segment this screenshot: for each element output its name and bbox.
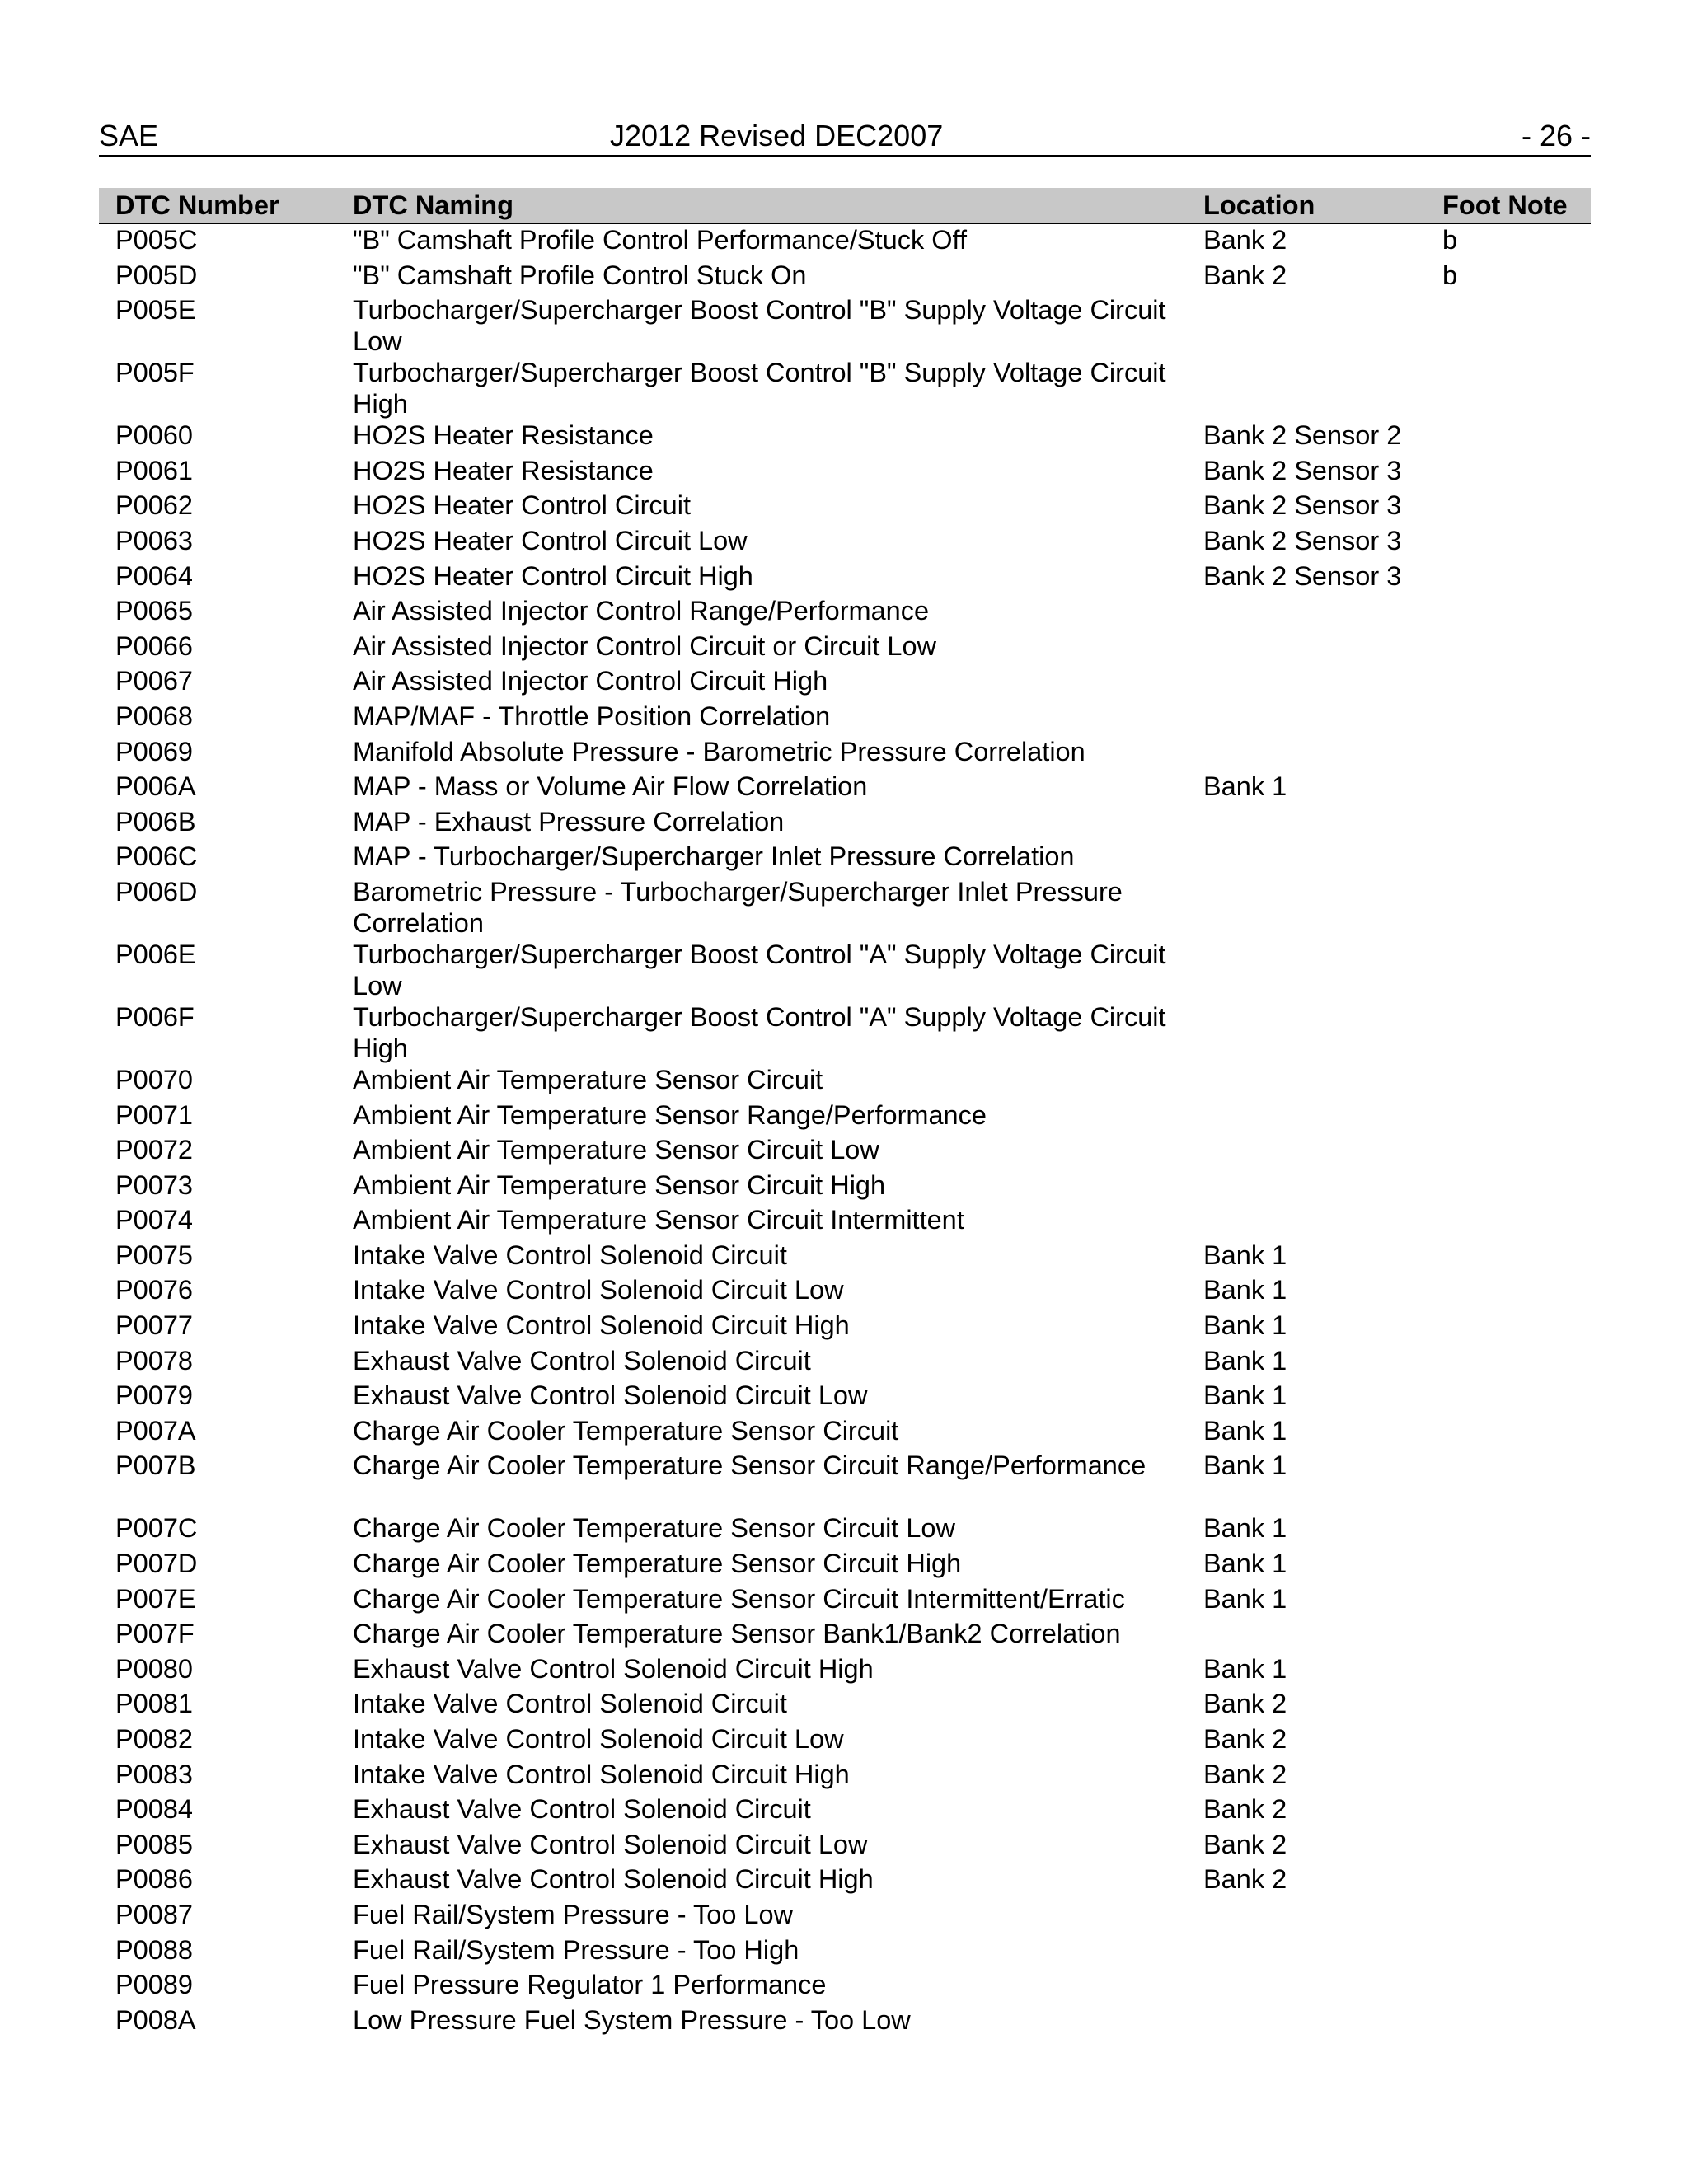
foot-note-cell <box>1439 665 1591 701</box>
table-row <box>99 630 1591 666</box>
foot-note-cell <box>1439 1969 1591 2004</box>
dtc-number-cell: P006B <box>115 806 196 837</box>
foot-note-cell <box>1439 1899 1591 1934</box>
dtc-number-cell: P005D <box>115 260 198 290</box>
dtc-number-cell: P0077 <box>115 1310 193 1341</box>
dtc-number-cell: P0085 <box>115 1829 193 1859</box>
dtc-naming-cell: HO2S Heater Resistance <box>353 420 654 451</box>
foot-note-cell <box>1439 1583 1591 1619</box>
table-row <box>99 1899 1591 1934</box>
dtc-number-cell: P007C <box>115 1513 198 1544</box>
dtc-number-cell: P0062 <box>115 490 193 521</box>
table-row <box>99 876 1591 939</box>
dtc-number-cell: P0065 <box>115 596 193 626</box>
location-cell: Bank 1 <box>1203 1240 1287 1270</box>
location-cell <box>1200 595 1439 630</box>
location-cell: Bank 2 <box>1203 1759 1287 1789</box>
foot-note-cell <box>1439 1099 1591 1135</box>
dtc-number-cell: P0061 <box>115 455 193 485</box>
foot-note-cell <box>1439 560 1591 596</box>
foot-note-cell <box>1439 876 1591 939</box>
location-cell: Bank 1 <box>1203 1653 1287 1684</box>
dtc-naming-cell: Air Assisted Injector Control Circuit or Circuit Low <box>353 630 937 661</box>
location-cell <box>1200 939 1439 1001</box>
dtc-naming-cell: HO2S Heater Control Circuit Low <box>353 525 748 555</box>
table-row <box>99 1759 1591 1794</box>
table-row <box>99 1583 1591 1619</box>
dtc-table <box>99 188 1591 2039</box>
dtc-naming-cell: MAP - Mass or Volume Air Flow Correlation <box>353 771 868 802</box>
dtc-number-cell: P0080 <box>115 1653 193 1684</box>
column-header-location: Location <box>1200 188 1439 223</box>
table-row <box>99 560 1591 596</box>
table-row <box>99 294 1591 357</box>
table-row <box>99 1653 1591 1689</box>
dtc-number-cell: P005F <box>115 358 195 388</box>
table-row <box>99 1001 1591 1064</box>
table-row <box>99 1204 1591 1240</box>
location-cell <box>1200 1618 1439 1653</box>
location-cell: Bank 1 <box>1203 1380 1287 1411</box>
table-row <box>99 701 1591 736</box>
dtc-naming-cell: Charge Air Cooler Temperature Sensor Bank1/Bank2 Correlation <box>353 1619 1121 1649</box>
foot-note-cell <box>1439 490 1591 525</box>
dtc-number-cell: P0063 <box>115 525 193 555</box>
dtc-naming-cell: Exhaust Valve Control Solenoid Circuit <box>353 1794 811 1825</box>
foot-note-cell <box>1439 1240 1591 1275</box>
location-cell: Bank 1 <box>1203 1415 1287 1446</box>
dtc-naming-cell: HO2S Heater Control Circuit High <box>353 560 753 591</box>
location-cell <box>1200 1064 1439 1099</box>
foot-note-cell <box>1439 1723 1591 1759</box>
location-cell <box>1200 294 1439 357</box>
location-cell: Bank 2 <box>1203 1689 1287 1719</box>
dtc-naming-cell: "B" Camshaft Profile Control Stuck On <box>353 260 807 290</box>
location-cell: Bank 1 <box>1203 1549 1287 1579</box>
foot-note-cell <box>1439 1759 1591 1794</box>
location-cell: Bank 1 <box>1203 1275 1287 1305</box>
dtc-number-cell: P008A <box>115 2004 196 2035</box>
dtc-naming-cell: Charge Air Cooler Temperature Sensor Circuit High <box>353 1549 962 1579</box>
dtc-naming-cell: Exhaust Valve Control Solenoid Circuit Low <box>353 1829 868 1859</box>
location-cell <box>1200 1099 1439 1135</box>
location-cell: Bank 2 <box>1203 260 1287 290</box>
dtc-naming-cell: Ambient Air Temperature Sensor Circuit High <box>353 1169 886 1200</box>
dtc-number-cell: P007B <box>115 1451 196 1481</box>
column-header-dtc-number: DTC Number <box>99 188 349 223</box>
dtc-number-cell: P0075 <box>115 1240 193 1270</box>
dtc-number-cell: P005C <box>115 225 198 255</box>
location-cell <box>1200 876 1439 939</box>
foot-note-cell <box>1439 630 1591 666</box>
table-row <box>99 490 1591 525</box>
dtc-number-cell: P0086 <box>115 1864 193 1895</box>
foot-note-cell: b <box>1442 260 1458 290</box>
foot-note-cell <box>1439 806 1591 841</box>
foot-note-cell <box>1439 1169 1591 1205</box>
dtc-naming-cell: HO2S Heater Resistance <box>353 455 654 485</box>
location-cell <box>1200 1001 1439 1064</box>
foot-note-cell <box>1439 1001 1591 1064</box>
table-row <box>99 595 1591 630</box>
dtc-naming-cell: Exhaust Valve Control Solenoid Circuit High <box>353 1864 874 1895</box>
foot-note-cell <box>1439 1512 1591 1548</box>
location-cell: Bank 2 Sensor 3 <box>1203 560 1402 591</box>
foot-note-cell: b <box>1442 225 1458 255</box>
table-row <box>99 1415 1591 1451</box>
table-row <box>99 1934 1591 1970</box>
dtc-number-cell: P007E <box>115 1583 196 1614</box>
location-cell <box>1200 841 1439 876</box>
dtc-number-cell: P0070 <box>115 1064 193 1094</box>
dtc-number-cell: P007F <box>115 1619 195 1649</box>
dtc-number-cell: P006A <box>115 771 196 802</box>
dtc-number-cell: P0067 <box>115 666 193 696</box>
dtc-number-cell: P0087 <box>115 1899 193 1929</box>
dtc-naming-cell: Turbocharger/Supercharger Boost Control "B" Supply Voltage Circuit High <box>353 358 1166 419</box>
location-cell <box>1200 1134 1439 1169</box>
table-row <box>99 736 1591 771</box>
dtc-naming-cell: Intake Valve Control Solenoid Circuit Low <box>353 1275 844 1305</box>
dtc-naming-cell: Turbocharger/Supercharger Boost Control "A" Supply Voltage Circuit High <box>353 1001 1166 1063</box>
location-cell: Bank 2 Sensor 3 <box>1203 525 1402 555</box>
table-row <box>99 2004 1591 2040</box>
table-row <box>99 1240 1591 1275</box>
dtc-naming-cell: Turbocharger/Supercharger Boost Control "B" Supply Voltage Circuit Low <box>353 295 1166 357</box>
foot-note-cell <box>1439 1548 1591 1583</box>
dtc-naming-cell: MAP - Turbocharger/Supercharger Inlet Pressure Correlation <box>353 841 1075 872</box>
dtc-number-cell: P0064 <box>115 560 193 591</box>
dtc-naming-cell: Ambient Air Temperature Sensor Circuit <box>353 1064 823 1094</box>
location-cell <box>1200 1969 1439 2004</box>
foot-note-cell <box>1439 1618 1591 1653</box>
dtc-number-cell: P0060 <box>115 420 193 451</box>
dtc-naming-cell: Intake Valve Control Solenoid Circuit <box>353 1240 787 1270</box>
foot-note-cell <box>1439 1415 1591 1451</box>
table-header-row <box>99 188 1591 223</box>
foot-note-cell <box>1439 939 1591 1001</box>
table-row <box>99 1099 1591 1135</box>
column-header-dtc-naming: DTC Naming <box>349 188 1200 223</box>
location-cell: Bank 2 Sensor 2 <box>1203 420 1402 451</box>
header-page-number: - 26 - <box>1521 119 1591 152</box>
location-cell <box>1200 736 1439 771</box>
location-cell <box>1200 1204 1439 1240</box>
foot-note-cell <box>1439 771 1591 806</box>
table-row <box>99 1274 1591 1310</box>
dtc-naming-cell: Intake Valve Control Solenoid Circuit <box>353 1689 787 1719</box>
dtc-number-cell: P0066 <box>115 630 193 661</box>
foot-note-cell <box>1439 294 1591 357</box>
table-row <box>99 1169 1591 1205</box>
location-cell: Bank 1 <box>1203 1310 1287 1341</box>
location-cell: Bank 2 Sensor 3 <box>1203 490 1402 521</box>
dtc-number-cell: P0088 <box>115 1934 193 1965</box>
header-document-id: J2012 Revised DEC2007 <box>610 119 944 152</box>
dtc-naming-cell: Charge Air Cooler Temperature Sensor Circuit Low <box>353 1513 955 1544</box>
dtc-number-cell: P006F <box>115 1001 195 1032</box>
dtc-naming-cell: Air Assisted Injector Control Range/Performance <box>353 596 930 626</box>
location-cell: Bank 2 <box>1203 1864 1287 1895</box>
foot-note-cell <box>1439 1310 1591 1345</box>
location-cell: Bank 1 <box>1203 1513 1287 1544</box>
dtc-naming-cell: Exhaust Valve Control Solenoid Circuit <box>353 1345 811 1376</box>
dtc-number-cell: P0069 <box>115 736 193 766</box>
dtc-naming-cell: Fuel Pressure Regulator 1 Performance <box>353 1970 827 2000</box>
dtc-naming-cell: Barometric Pressure - Turbocharger/Supercharger Inlet Pressure Correlation <box>353 876 1123 938</box>
dtc-number-cell: P0078 <box>115 1345 193 1376</box>
table-row <box>99 1618 1591 1653</box>
table-row <box>99 1548 1591 1583</box>
dtc-number-cell: P0082 <box>115 1724 193 1754</box>
dtc-number-cell: P0068 <box>115 701 193 731</box>
table-row <box>99 806 1591 841</box>
foot-note-cell <box>1439 841 1591 876</box>
dtc-number-cell: P0079 <box>115 1380 193 1411</box>
dtc-naming-cell: Intake Valve Control Solenoid Circuit High <box>353 1759 850 1789</box>
foot-note-cell <box>1439 595 1591 630</box>
dtc-number-cell: P006E <box>115 939 196 969</box>
dtc-number-cell: P007D <box>115 1549 198 1579</box>
table-row <box>99 1345 1591 1380</box>
table-row <box>99 1512 1591 1548</box>
foot-note-cell <box>1439 736 1591 771</box>
table-row <box>99 1723 1591 1759</box>
dtc-naming-cell: MAP - Exhaust Pressure Correlation <box>353 806 785 837</box>
foot-note-cell <box>1439 1653 1591 1689</box>
table-row <box>99 1829 1591 1864</box>
table-row <box>99 419 1591 455</box>
foot-note-cell <box>1439 357 1591 419</box>
location-cell: Bank 1 <box>1203 771 1287 802</box>
dtc-naming-cell: Exhaust Valve Control Solenoid Circuit High <box>353 1653 874 1684</box>
table-row <box>99 939 1591 1001</box>
dtc-naming-cell: Turbocharger/Supercharger Boost Control "A" Supply Voltage Circuit Low <box>353 939 1166 1001</box>
dtc-number-cell: P006D <box>115 876 198 907</box>
table-body <box>99 223 1591 2039</box>
location-cell <box>1200 2004 1439 2040</box>
dtc-number-cell: P0072 <box>115 1135 193 1165</box>
dtc-naming-cell: Ambient Air Temperature Sensor Range/Performance <box>353 1099 987 1130</box>
dtc-naming-cell: Fuel Rail/System Pressure - Too Low <box>353 1899 794 1929</box>
dtc-number-cell: P007A <box>115 1415 196 1446</box>
location-cell: Bank 1 <box>1203 1345 1287 1376</box>
location-cell <box>1200 357 1439 419</box>
dtc-naming-cell: Ambient Air Temperature Sensor Circuit Intermittent <box>353 1205 964 1235</box>
table-row <box>99 1380 1591 1415</box>
foot-note-cell <box>1439 1134 1591 1169</box>
dtc-naming-cell: Exhaust Valve Control Solenoid Circuit Low <box>353 1380 868 1411</box>
dtc-naming-cell: Charge Air Cooler Temperature Sensor Circuit <box>353 1415 899 1446</box>
location-cell <box>1200 630 1439 666</box>
dtc-number-cell: P0083 <box>115 1759 193 1789</box>
table-row <box>99 1310 1591 1345</box>
dtc-number-cell: P0073 <box>115 1169 193 1200</box>
dtc-number-cell: P006C <box>115 841 198 872</box>
foot-note-cell <box>1439 2004 1591 2040</box>
location-cell: Bank 2 <box>1203 1724 1287 1754</box>
location-cell: Bank 2 Sensor 3 <box>1203 455 1402 485</box>
foot-note-cell <box>1439 1274 1591 1310</box>
location-cell: Bank 2 <box>1203 1829 1287 1859</box>
location-cell <box>1200 701 1439 736</box>
dtc-number-cell: P0071 <box>115 1099 193 1130</box>
table-row <box>99 841 1591 876</box>
location-cell <box>1200 1934 1439 1970</box>
location-cell: Bank 1 <box>1203 1583 1287 1614</box>
dtc-naming-cell: Manifold Absolute Pressure - Barometric Pressure Correlation <box>353 736 1085 766</box>
table-row <box>99 525 1591 560</box>
dtc-number-cell: P0089 <box>115 1970 193 2000</box>
dtc-number-cell: P0081 <box>115 1689 193 1719</box>
dtc-naming-cell: Ambient Air Temperature Sensor Circuit Low <box>353 1135 879 1165</box>
foot-note-cell <box>1439 1863 1591 1899</box>
dtc-number-cell: P0076 <box>115 1275 193 1305</box>
table-row <box>99 357 1591 419</box>
dtc-naming-cell: Fuel Rail/System Pressure - Too High <box>353 1934 799 1965</box>
dtc-number-cell: P005E <box>115 295 196 326</box>
dtc-naming-cell: Charge Air Cooler Temperature Sensor Circuit Intermittent/Erratic <box>353 1583 1125 1614</box>
location-cell: Bank 1 <box>1203 1451 1287 1481</box>
foot-note-cell <box>1439 1345 1591 1380</box>
location-cell <box>1200 1169 1439 1205</box>
location-cell: Bank 2 <box>1203 1794 1287 1825</box>
location-cell <box>1200 1899 1439 1934</box>
table-row <box>99 1969 1591 2004</box>
foot-note-cell <box>1439 1450 1591 1512</box>
page-header <box>99 117 1591 157</box>
table-row <box>99 1688 1591 1723</box>
foot-note-cell <box>1439 1064 1591 1099</box>
foot-note-cell <box>1439 525 1591 560</box>
table-row <box>99 260 1591 295</box>
header-org: SAE <box>99 119 159 152</box>
foot-note-cell <box>1439 1829 1591 1864</box>
location-cell <box>1200 665 1439 701</box>
dtc-naming-cell: Charge Air Cooler Temperature Sensor Circuit Range/Performance <box>353 1451 1146 1481</box>
dtc-naming-cell: HO2S Heater Control Circuit <box>353 490 691 521</box>
location-cell <box>1200 806 1439 841</box>
foot-note-cell <box>1439 1204 1591 1240</box>
foot-note-cell <box>1439 1688 1591 1723</box>
foot-note-cell <box>1439 455 1591 490</box>
dtc-naming-cell: MAP/MAF - Throttle Position Correlation <box>353 701 831 731</box>
dtc-number-cell: P0074 <box>115 1205 193 1235</box>
dtc-naming-cell: Low Pressure Fuel System Pressure - Too Low <box>353 2004 911 2035</box>
table-row <box>99 1863 1591 1899</box>
dtc-number-cell: P0084 <box>115 1794 193 1825</box>
dtc-naming-cell: Air Assisted Injector Control Circuit High <box>353 666 828 696</box>
foot-note-cell <box>1439 419 1591 455</box>
table-row <box>99 665 1591 701</box>
table-row <box>99 1793 1591 1829</box>
table-row <box>99 223 1591 260</box>
column-header-foot-note: Foot Note <box>1439 188 1591 223</box>
dtc-naming-cell: Intake Valve Control Solenoid Circuit High <box>353 1310 850 1341</box>
foot-note-cell <box>1439 1793 1591 1829</box>
table-row <box>99 771 1591 806</box>
table-row <box>99 455 1591 490</box>
foot-note-cell <box>1439 1934 1591 1970</box>
dtc-naming-cell: "B" Camshaft Profile Control Performance/Stuck Off <box>353 225 967 255</box>
foot-note-cell <box>1439 1380 1591 1415</box>
table-row <box>99 1450 1591 1512</box>
foot-note-cell <box>1439 701 1591 736</box>
location-cell: Bank 2 <box>1203 225 1287 255</box>
dtc-naming-cell: Intake Valve Control Solenoid Circuit Low <box>353 1724 844 1754</box>
table-row <box>99 1064 1591 1099</box>
table-row <box>99 1134 1591 1169</box>
